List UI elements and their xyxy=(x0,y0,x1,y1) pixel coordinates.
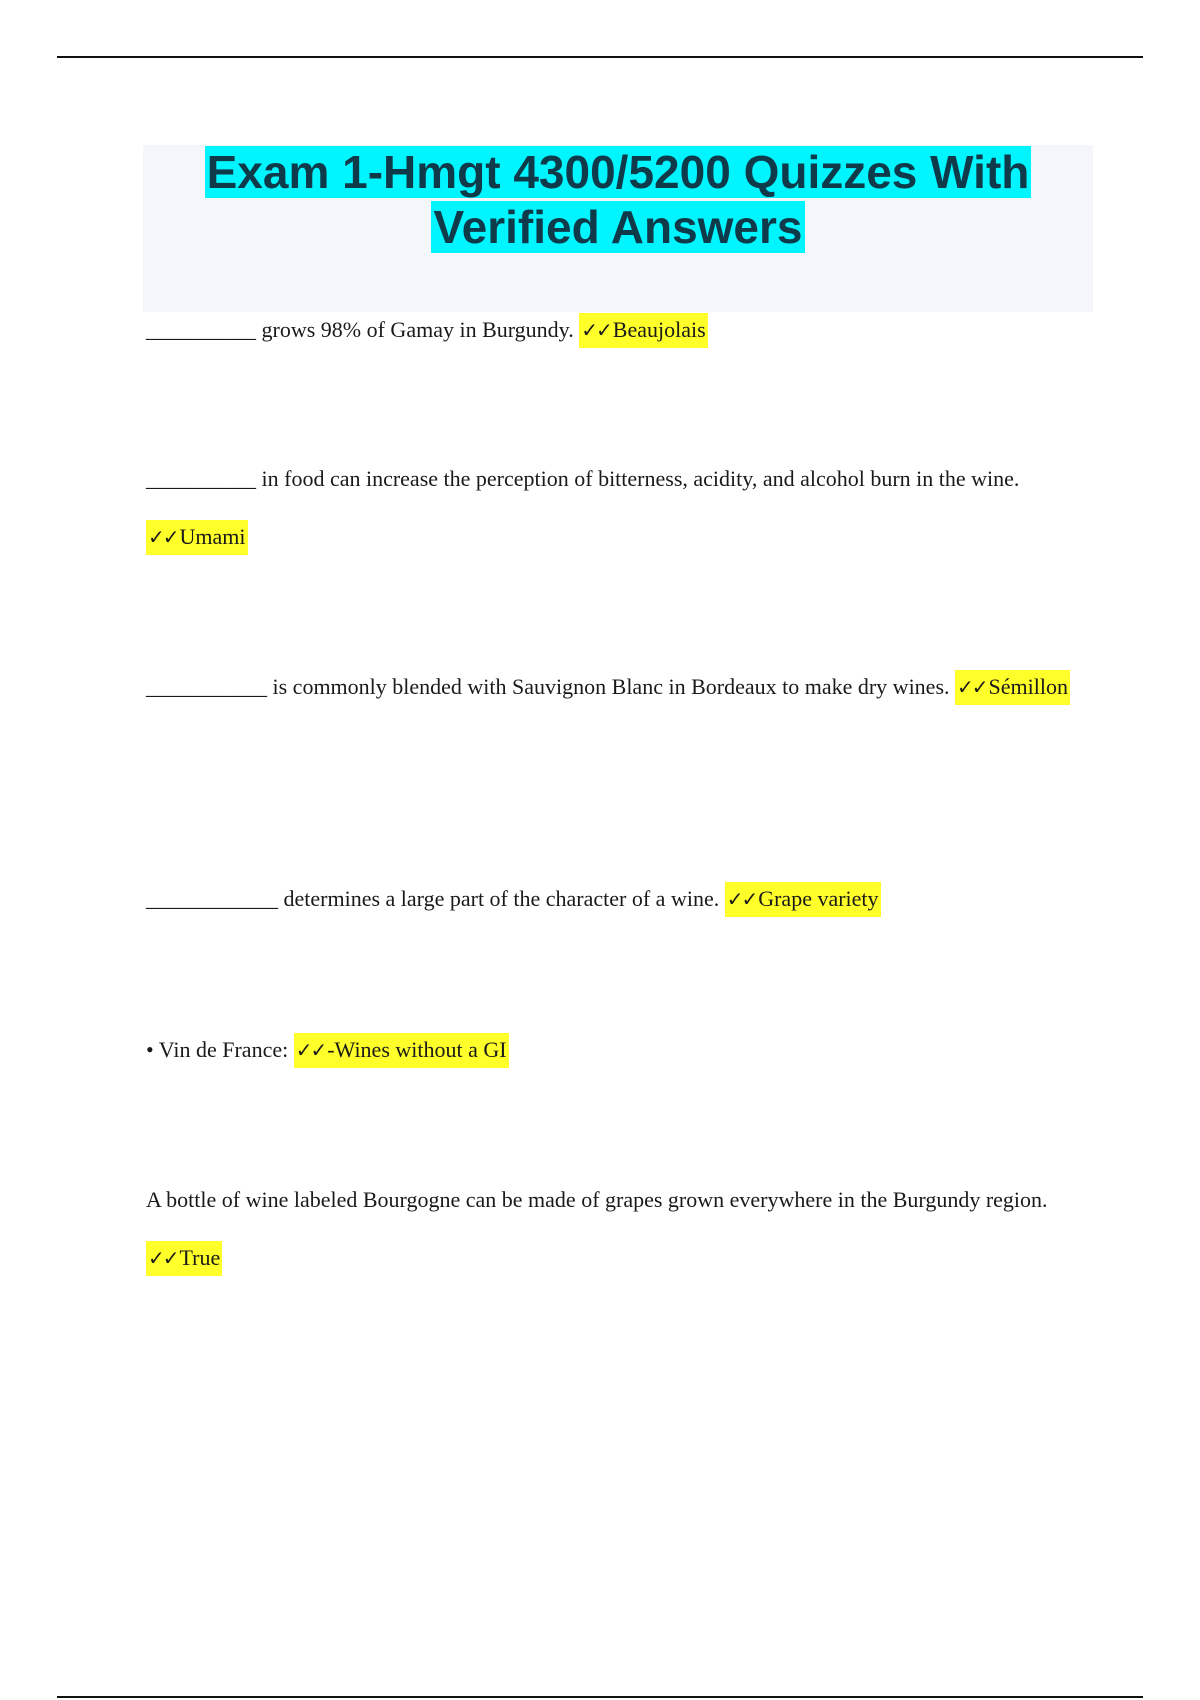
answer-text: Sémillon xyxy=(988,674,1068,699)
qa-item-3 xyxy=(146,658,1091,716)
double-check-icon: ✓✓ xyxy=(581,318,611,342)
answer-text: Umami xyxy=(179,524,246,549)
qa-item-4 xyxy=(146,870,1091,928)
answer-highlight xyxy=(294,1033,509,1068)
qa-item-6 xyxy=(146,1171,1091,1287)
answer-text: Grape variety xyxy=(758,886,879,911)
title-line-1: Exam 1-Hmgt 4300/5200 Quizzes With xyxy=(206,146,1030,198)
question-text: ___________ is commonly blended with Sauvignon Blanc in Bordeaux to make dry wines. xyxy=(146,674,950,699)
question-text: __________ in food can increase the perception of bitterness, acidity, and alcohol burn in the wine. xyxy=(146,466,1020,491)
answer-highlight xyxy=(725,882,881,917)
top-rule xyxy=(57,56,1143,58)
qa-item-5 xyxy=(146,1021,1091,1079)
answer-text: -Wines without a GI xyxy=(327,1037,507,1062)
bottom-rule xyxy=(57,1696,1143,1698)
qa-item-1 xyxy=(146,301,1091,359)
title-line-2: Verified Answers xyxy=(433,201,803,253)
question-text: ____________ determines a large part of the character of a wine. xyxy=(146,886,720,911)
question-text: __________ grows 98% of Gamay in Burgundy. xyxy=(146,317,574,342)
double-check-icon: ✓✓ xyxy=(295,1038,326,1062)
question-text: • Vin de France: xyxy=(146,1037,289,1062)
answer-highlight xyxy=(146,1241,222,1276)
qa-item-2 xyxy=(146,450,1091,566)
answer-highlight xyxy=(955,670,1070,705)
answer-highlight xyxy=(146,520,248,555)
double-check-icon: ✓✓ xyxy=(148,1246,178,1270)
double-check-icon: ✓✓ xyxy=(148,525,178,549)
document-title xyxy=(143,145,1093,255)
answer-text: Beaujolais xyxy=(612,317,706,342)
answer-text: True xyxy=(179,1245,221,1270)
double-check-icon: ✓✓ xyxy=(957,675,987,699)
double-check-icon: ✓✓ xyxy=(726,887,757,911)
answer-highlight xyxy=(579,313,707,348)
question-text: A bottle of wine labeled Bourgogne can be made of grapes grown everywhere in the Burgundy region. xyxy=(146,1187,1048,1212)
